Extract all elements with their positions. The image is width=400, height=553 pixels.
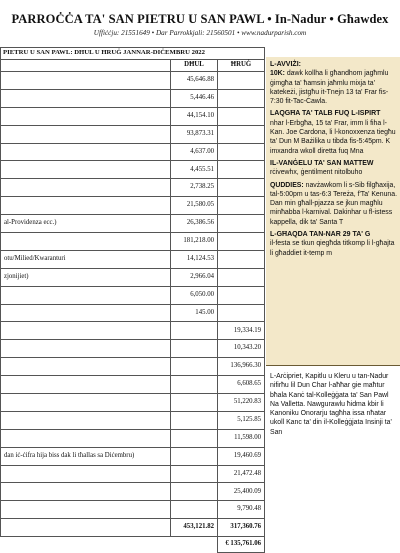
- notices-column: [266, 57, 400, 533]
- row-description: [1, 465, 171, 483]
- fireworks-heading: L-GĦAQDA TAN-NAR 29 TA' G: [270, 231, 371, 239]
- row-expense: [218, 107, 265, 125]
- row-expense: [218, 161, 265, 179]
- account-row: [1, 197, 265, 215]
- account-row: [1, 411, 265, 429]
- row-income: 181,218.00: [171, 233, 218, 251]
- row-income: 93,873.31: [171, 125, 218, 143]
- account-row: [1, 286, 265, 304]
- row-income: [171, 501, 218, 519]
- row-description: zjonijiet): [1, 268, 171, 286]
- accounts-table: [0, 47, 265, 553]
- totals-label: [1, 519, 171, 537]
- account-row: [1, 394, 265, 412]
- notice-10k-label: 10K:: [270, 70, 285, 78]
- masses-notice: [270, 181, 397, 227]
- row-expense: 51,220.83: [218, 394, 265, 412]
- row-expense: 9,790.48: [218, 501, 265, 519]
- row-income: 4,637.00: [171, 143, 218, 161]
- account-row: [1, 340, 265, 358]
- row-expense: 21,472.48: [218, 465, 265, 483]
- row-expense: [218, 72, 265, 90]
- row-expense: 5,125.85: [218, 411, 265, 429]
- account-row: [1, 429, 265, 447]
- accounts-caption-row: [1, 48, 265, 60]
- net-row: [1, 537, 265, 553]
- row-description: [1, 340, 171, 358]
- row-description: [1, 429, 171, 447]
- notices-heading: L-AVVIŻI:: [270, 61, 301, 68]
- row-income: 26,386.56: [171, 215, 218, 233]
- congrats-text: L-Arċipriet, Kapitlu u Kleru u tan-Nadur nifirħu lil Dun Char l-aħħar gie maħtur bħala Kanċ tal-Kolleġġata ta' San Pawl Na Valletta. Nawgurawlu ħidma kbir li Kanoniku Onorarju tagħha issa nħatar ukoll Kanc ta' din il-Kolleġġjata Insinji ta' San: [270, 373, 392, 436]
- account-row: [1, 179, 265, 197]
- account-row: [1, 250, 265, 268]
- account-row: [1, 72, 265, 90]
- account-row: [1, 268, 265, 286]
- account-row: [1, 376, 265, 394]
- row-expense: 25,400.09: [218, 483, 265, 501]
- row-expense: [218, 268, 265, 286]
- net-balance: € 135,761.06: [218, 537, 265, 553]
- row-expense: [218, 215, 265, 233]
- notice-10k: [270, 69, 397, 106]
- masses-text: navżawkom li s-Sib filgħaxija, tal-5:00pm u tas-6:3 Tereża, f'Ta' Kenuna. Dan min għall-pjazza se jkun magħlu minħabba l-karnival. Dakinhar u fl-istess kappella, dik ta' Santa T: [270, 181, 397, 226]
- account-row: [1, 322, 265, 340]
- account-row: [1, 447, 265, 465]
- row-expense: [218, 89, 265, 107]
- row-expense: [218, 286, 265, 304]
- totals-row: [1, 519, 265, 537]
- row-expense: 136,966.30: [218, 358, 265, 376]
- prayer-meeting-heading: LAQGĦA TA' TALB FUQ L-ISPIRT: [270, 110, 381, 118]
- row-description: [1, 233, 171, 251]
- row-description: [1, 125, 171, 143]
- row-expense: 10,343.20: [218, 340, 265, 358]
- row-description: [1, 322, 171, 340]
- row-income: 5,446.46: [171, 89, 218, 107]
- accounts-caption: PIETRU U SAN PAWL: DĦUL U ĦRUĠ JANNAR-DIĊEMBRU 2022: [1, 48, 265, 60]
- row-income: [171, 465, 218, 483]
- row-income: [171, 483, 218, 501]
- account-row: [1, 107, 265, 125]
- parish-contact: Uffiċċju: 21551649 • Dar Parrokkjali: 21560501 • www.nadurparish.com: [93, 29, 307, 37]
- row-income: 21,580.05: [171, 197, 218, 215]
- row-income: 2,738.25: [171, 179, 218, 197]
- notice-10k-text: dawk kollha li għandhom jagħmlu ġimgħa ta' ħamsin jaħmlu mixja ta' katekeżi, jistgħu it-Tnejn 13 ta' Frar fis-7:30 fit-Tac-Ċawla.: [270, 70, 389, 106]
- row-income: [171, 429, 218, 447]
- row-description: [1, 89, 171, 107]
- row-income: 44,154.10: [171, 107, 218, 125]
- net-spacer-2: [171, 537, 218, 553]
- fireworks-text: il-festa se tkun qiegħda titkomp li l-għajta li għaddiet it-temp m: [270, 240, 395, 257]
- account-row: [1, 143, 265, 161]
- accounts-header-row: [1, 60, 265, 72]
- row-description: al-Providenza ecc.): [1, 215, 171, 233]
- row-description: [1, 161, 171, 179]
- accounts-body: [1, 72, 265, 519]
- row-description: [1, 411, 171, 429]
- row-expense: [218, 250, 265, 268]
- row-income: [171, 394, 218, 412]
- accounts-panel: [0, 47, 264, 548]
- row-description: dan iċ-ċifra hija biss dak li tħallas sa Diċembru): [1, 447, 171, 465]
- row-income: [171, 358, 218, 376]
- row-expense: 19,460.69: [218, 447, 265, 465]
- row-income: 145.00: [171, 304, 218, 322]
- account-row: [1, 465, 265, 483]
- row-description: [1, 304, 171, 322]
- row-expense: [218, 233, 265, 251]
- row-income: 4,455.51: [171, 161, 218, 179]
- masthead: [0, 0, 400, 44]
- masses-label: QUDDIES:: [270, 181, 304, 189]
- notices-box: [266, 57, 400, 365]
- account-row: [1, 483, 265, 501]
- income-header: DĦUL: [171, 60, 218, 72]
- row-description: [1, 394, 171, 412]
- row-description: otu/Milied/Kwaranturi: [1, 250, 171, 268]
- desc-header: [1, 60, 171, 72]
- row-description: [1, 501, 171, 519]
- net-spacer: [1, 537, 171, 553]
- account-row: [1, 233, 265, 251]
- row-description: [1, 143, 171, 161]
- row-expense: 19,334.19: [218, 322, 265, 340]
- row-description: [1, 483, 171, 501]
- row-income: 2,966.04: [171, 268, 218, 286]
- row-income: 14,124.53: [171, 250, 218, 268]
- row-description: [1, 376, 171, 394]
- account-row: [1, 501, 265, 519]
- gospel-text: rċivewhx, ġentilment nitolbuho: [270, 169, 363, 177]
- gospel-heading: IL-VANĠELU TA' SAN MATTEW: [270, 159, 374, 167]
- row-description: [1, 358, 171, 376]
- row-income: [171, 447, 218, 465]
- row-income: [171, 340, 218, 358]
- row-expense: [218, 179, 265, 197]
- row-expense: [218, 304, 265, 322]
- row-description: [1, 72, 171, 90]
- row-description: [1, 286, 171, 304]
- row-description: [1, 107, 171, 125]
- row-expense: [218, 125, 265, 143]
- row-income: [171, 322, 218, 340]
- row-expense: [218, 143, 265, 161]
- row-income: 6,050.00: [171, 286, 218, 304]
- account-row: [1, 215, 265, 233]
- row-expense: 11,598.00: [218, 429, 265, 447]
- row-expense: [218, 197, 265, 215]
- account-row: [1, 89, 265, 107]
- total-expense: 317,360.76: [218, 519, 265, 537]
- row-description: [1, 179, 171, 197]
- account-row: [1, 358, 265, 376]
- row-income: [171, 411, 218, 429]
- expense-header: ĦRUĠ: [218, 60, 265, 72]
- account-row: [1, 304, 265, 322]
- prayer-meeting-text: nhar l-Erbgħa, 15 ta' Frar, imm li fiha l-Kan. Joe Cardona, li l-konoxxenza tiegħu ta' Dun M Bażilika u tibda fis-5:45pm. K imxandra wkoll diretta fuq Mna: [270, 119, 396, 155]
- row-description: [1, 197, 171, 215]
- row-expense: 6,608.65: [218, 376, 265, 394]
- account-row: [1, 125, 265, 143]
- congrats-section: [266, 366, 400, 437]
- row-income: 45,646.88: [171, 72, 218, 90]
- total-income: 453,121.82: [171, 519, 218, 537]
- parish-title: PARROĊĊA TA' SAN PIETRU U SAN PAWL • In-Nadur • Għawdex: [11, 12, 389, 26]
- account-row: [1, 161, 265, 179]
- row-income: [171, 376, 218, 394]
